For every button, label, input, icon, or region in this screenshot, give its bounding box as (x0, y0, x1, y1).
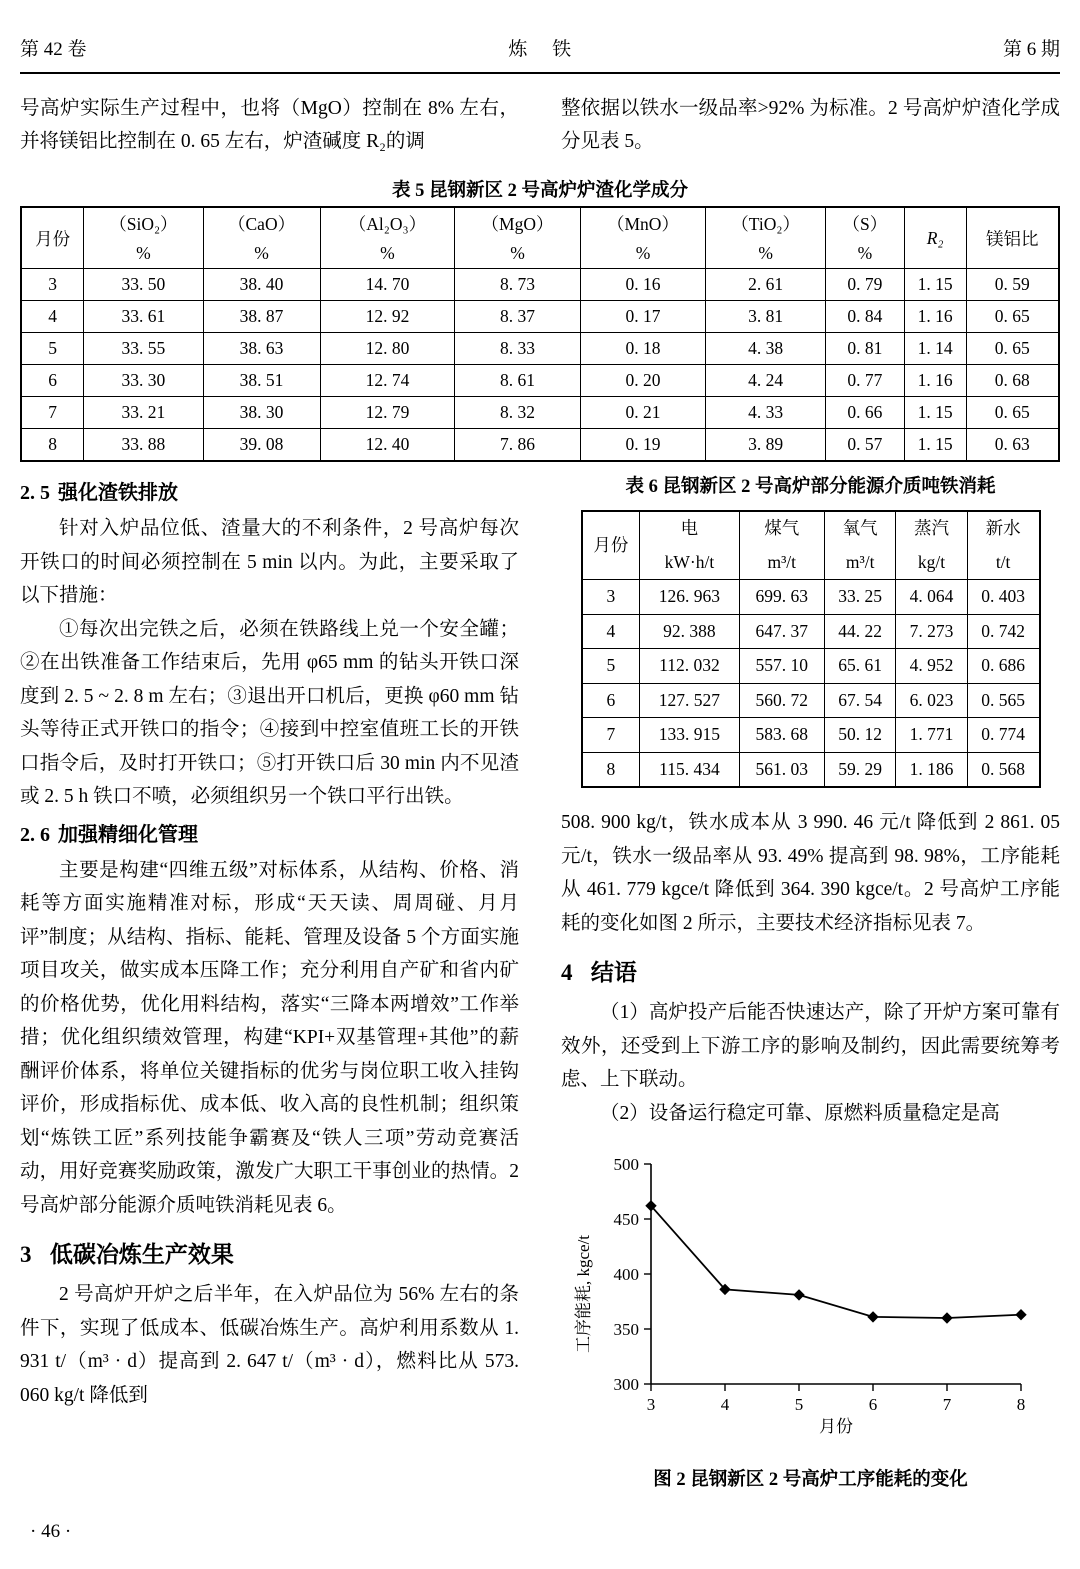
table6-unit-oxygen: m³/t (824, 546, 895, 580)
cell: 112. 032 (640, 649, 739, 684)
y-tick-label: 300 (613, 1375, 639, 1394)
cell: 7. 86 (455, 429, 580, 462)
series-marker (1016, 1310, 1026, 1320)
cell: 38. 63 (203, 333, 320, 365)
table5-col-month: 月份 (21, 207, 84, 269)
table5-col-al2o3: （Al₂O₃） (320, 207, 455, 238)
cell: 67. 54 (824, 683, 895, 718)
series-line (651, 1206, 1021, 1318)
cell: 0. 65 (966, 397, 1059, 429)
cell: 1. 14 (904, 333, 966, 365)
cell: 7 (21, 397, 84, 429)
table5-unit-tio2: % (706, 238, 826, 269)
section-2-5-heading (20, 478, 519, 508)
figure2 (561, 1144, 1060, 1497)
table6-col-steam: 蒸汽 (896, 511, 967, 546)
section-2-5-paragraph-2: ①每次出完铁之后，必须在铁路线上兑一个安全罐；②在出铁准备工作结束后，先用 φ65 mm 的钻头开铁口深度到 2. 5 ~ 2. 8 m 左右；③退出开口机后，更换 φ60 mm 钻头等待正式开铁口的指令；④接到中控室值班工长的开铁口指令后，及时打开铁口；⑤打开铁口后 30 min 内不见渣或 2. 5 h 铁口不喷，必须组织另一个铁口平行出铁。 (20, 618, 519, 807)
cell: 4. 064 (896, 580, 967, 615)
cell: 3. 89 (706, 429, 826, 462)
table5 (20, 206, 1060, 462)
table-row (582, 718, 1040, 753)
header-journal-title: 炼 铁 (508, 38, 582, 60)
cell: 0. 59 (966, 269, 1059, 301)
cell: 39. 08 (203, 429, 320, 462)
cell: 126. 963 (640, 580, 739, 615)
x-tick-label: 8 (1016, 1395, 1026, 1414)
right-paragraph-1: 508. 900 kg/t，铁水成本从 3 990. 46 元/t 降低到 2 861. 05 元/t，铁水一级品率从 93. 49% 提高到 98. 98%，工序能耗从 461. 779 kgce/t 降低到 364. 390 kgce/t。2 号高炉工序能耗的变化如图 2 所示，主要技术经济指标见表 7。 (561, 812, 1060, 934)
table6-head (582, 511, 1040, 580)
page-header (20, 30, 1060, 64)
table6-col-month: 月份 (582, 511, 640, 580)
cell: 33. 30 (84, 365, 203, 397)
cell: 8. 73 (455, 269, 580, 301)
cell: 33. 50 (84, 269, 203, 301)
table5-unit-mno: % (580, 238, 705, 269)
figure2-chart (561, 1144, 1060, 1444)
section-3-heading (20, 1238, 519, 1272)
section-2-5-paragraph-1: 针对入炉品位低、渣量大的不利条件，2 号高炉每次开铁口的时间必须控制在 5 min 以内。为此，主要采取了以下措施： (20, 518, 519, 606)
table-row (582, 649, 1040, 684)
table5-unit-al2o3: % (320, 238, 455, 269)
cell: 0. 565 (967, 683, 1039, 718)
cell: 0. 65 (966, 301, 1059, 333)
cell: 0. 66 (826, 397, 905, 429)
table-row (21, 333, 1059, 365)
cell: 560. 72 (739, 683, 824, 718)
table6-header-row-2 (582, 546, 1040, 580)
cell: 1. 16 (904, 301, 966, 333)
cell: 8. 37 (455, 301, 580, 333)
header-volume: 第 42 卷 (20, 38, 87, 60)
section-3-title: 低碳冶炼生产效果 (49, 1242, 234, 1267)
cell: 7. 273 (896, 614, 967, 649)
cell: 8. 33 (455, 333, 580, 365)
section-4-title: 结语 (590, 960, 637, 985)
cell: 557. 10 (739, 649, 824, 684)
table5-caption: 表 5 昆钢新区 2 号高炉炉渣化学成分 (391, 181, 688, 201)
section-4-number: 4 (561, 960, 573, 985)
cell: 3 (21, 269, 84, 301)
table-row (21, 397, 1059, 429)
table6-body (582, 580, 1040, 788)
cell: 44. 22 (824, 614, 895, 649)
table5-col-r2: R₂ (904, 207, 966, 269)
cell: 3. 81 (706, 301, 826, 333)
cell: 0. 17 (580, 301, 705, 333)
cell: 0. 84 (826, 301, 905, 333)
cell: 0. 742 (967, 614, 1039, 649)
table5-body (21, 269, 1059, 462)
cell: 0. 18 (580, 333, 705, 365)
cell: 38. 30 (203, 397, 320, 429)
cell: 38. 40 (203, 269, 320, 301)
table6-col-freshwater: 新水 (967, 511, 1039, 546)
table6-header-row-1 (582, 511, 1040, 546)
section-2-6-title: 加强精细化管理 (58, 823, 198, 846)
table5-header-row-2 (21, 238, 1059, 269)
table6-col-gas: 煤气 (739, 511, 824, 546)
header-divider (20, 72, 1060, 74)
table6-col-electricity: 电 (640, 511, 739, 546)
cell: 38. 51 (203, 365, 320, 397)
cell: 4. 33 (706, 397, 826, 429)
cell: 3 (582, 580, 640, 615)
header-issue: 第 6 期 (1002, 38, 1060, 60)
y-tick-label: 450 (613, 1210, 639, 1229)
page-number: · 46 · (30, 1521, 72, 1542)
cell: 561. 03 (739, 752, 824, 787)
x-tick-label: 7 (942, 1395, 952, 1414)
x-tick-label: 6 (868, 1395, 878, 1414)
cell: 7 (582, 718, 640, 753)
cell: 4 (582, 614, 640, 649)
cell: 92. 388 (640, 614, 739, 649)
cell: 8 (582, 752, 640, 787)
section-2-6-heading (20, 820, 519, 850)
table6-col-oxygen: 氧气 (824, 511, 895, 546)
series-marker (794, 1290, 804, 1300)
section-4-paragraph-1: （1）高炉投产后能否快速达产，除了开炉方案可靠有效外，还受到上下游工序的影响及制约，因此需要统筹考虑、上下联动。 (561, 1002, 1060, 1090)
table-row (582, 752, 1040, 787)
cell: 65. 61 (824, 649, 895, 684)
cell: 1. 15 (904, 397, 966, 429)
cell: 6 (21, 365, 84, 397)
cell: 38. 87 (203, 301, 320, 333)
cell: 0. 65 (966, 333, 1059, 365)
series-marker (868, 1312, 878, 1322)
cell: 33. 55 (84, 333, 203, 365)
cell: 699. 63 (739, 580, 824, 615)
cell: 14. 70 (320, 269, 455, 301)
cell: 5 (21, 333, 84, 365)
cell: 4 (21, 301, 84, 333)
section-4-heading (561, 956, 1060, 990)
cell: 1. 771 (896, 718, 967, 753)
cell: 12. 40 (320, 429, 455, 462)
y-tick-label: 400 (613, 1265, 639, 1284)
cell: 0. 81 (826, 333, 905, 365)
x-tick-label: 3 (646, 1395, 656, 1414)
table5-col-sio2: （SiO₂） (84, 207, 203, 238)
section-2-5-number: 2. 5 (20, 482, 50, 504)
cell: 0. 686 (967, 649, 1039, 684)
cell: 0. 57 (826, 429, 905, 462)
cell: 8 (21, 429, 84, 462)
top-left-paragraph (20, 92, 519, 158)
cell: 0. 20 (580, 365, 705, 397)
figure2-ylabel: 工序能耗, kgce/t (574, 1234, 593, 1354)
cell: 1. 16 (904, 365, 966, 397)
cell: 33. 88 (84, 429, 203, 462)
cell: 5 (582, 649, 640, 684)
table5-unit-cao: % (203, 238, 320, 269)
series-marker (942, 1313, 952, 1323)
table-row (582, 580, 1040, 615)
table5-wrapper (20, 206, 1060, 462)
cell: 0. 774 (967, 718, 1039, 753)
left-column (20, 472, 519, 1412)
table5-header-row-1 (21, 207, 1059, 238)
top-right-paragraph (561, 92, 1060, 158)
cell: 59. 29 (824, 752, 895, 787)
cell: 12. 74 (320, 365, 455, 397)
cell: 0. 568 (967, 752, 1039, 787)
cell: 1. 15 (904, 429, 966, 462)
table6-unit-freshwater: t/t (967, 546, 1039, 580)
section-4-paragraph-2: （2）设备运行稳定可靠、原燃料质量稳定是高 (600, 1102, 1000, 1124)
cell: 2. 61 (706, 269, 826, 301)
cell: 4. 24 (706, 365, 826, 397)
table5-col-mg-al-ratio: 镁铝比 (966, 207, 1059, 269)
cell: 12. 80 (320, 333, 455, 365)
cell: 0. 21 (580, 397, 705, 429)
cell: 8. 61 (455, 365, 580, 397)
cell: 6. 023 (896, 683, 967, 718)
cell: 1. 186 (896, 752, 967, 787)
right-column (561, 472, 1060, 1497)
table-row (21, 269, 1059, 301)
cell: 0. 77 (826, 365, 905, 397)
top-columns (20, 92, 1060, 158)
table-row (21, 365, 1059, 397)
table5-col-cao: （CaO） (203, 207, 320, 238)
section-2-5-title: 强化渣铁排放 (58, 482, 178, 504)
cell: 0. 403 (967, 580, 1039, 615)
cell: 115. 434 (640, 752, 739, 787)
table6-wrapper (561, 510, 1060, 788)
figure2-caption: 图 2 昆钢新区 2 号高炉工序能耗的变化 (653, 1469, 968, 1490)
table6 (581, 510, 1041, 788)
cell: 1. 15 (904, 269, 966, 301)
cell: 4. 952 (896, 649, 967, 684)
y-tick-label: 350 (613, 1320, 639, 1339)
table-row (582, 614, 1040, 649)
table5-unit-s: % (826, 238, 905, 269)
cell: 8. 32 (455, 397, 580, 429)
table5-col-s: （S） (826, 207, 905, 238)
x-tick-label: 5 (794, 1395, 804, 1414)
table5-col-tio2: （TiO₂） (706, 207, 826, 238)
cell: 133. 915 (640, 718, 739, 753)
table6-unit-steam: kg/t (896, 546, 967, 580)
cell: 0. 19 (580, 429, 705, 462)
table5-col-mno: （MnO） (580, 207, 705, 238)
section-3-number: 3 (20, 1242, 32, 1267)
table6-unit-gas: m³/t (739, 546, 824, 580)
cell: 0. 79 (826, 269, 905, 301)
cell: 0. 68 (966, 365, 1059, 397)
table5-unit-sio2: % (84, 238, 203, 269)
table5-col-mgo: （MgO） (455, 207, 580, 238)
cell: 33. 25 (824, 580, 895, 615)
cell: 12. 79 (320, 397, 455, 429)
y-tick-label: 500 (613, 1155, 639, 1174)
table6-caption: 表 6 昆钢新区 2 号高炉部分能源介质吨铁消耗 (625, 477, 996, 497)
cell: 50. 12 (824, 718, 895, 753)
x-tick-label: 4 (720, 1395, 730, 1414)
cell: 127. 527 (640, 683, 739, 718)
top-left-text: 号高炉实际生产过程中，也将（MgO）控制在 8% 左右，并将镁铝比控制在 0. 65 左右，炉渣碱度 R₂的调 (20, 98, 519, 152)
table5-unit-mgo: % (455, 238, 580, 269)
section-2-6-paragraph-1: 主要是构建“四维五级”对标体系，从结构、价格、消耗等方面实施精准对标，形成“天天读、周周碰、月月评”制度；从结构、指标、能耗、管理及设备 5 个方面实施项目攻关，做实成本压降工作；充分利用自产矿和省内矿的价格优势，优化用料结构，落实“三降本两增效”工作举措；优化组织绩效管理，构建“KPI+双基管理+其他”的薪酬评价体系，将单位关键指标的优劣与岗位职工收入挂钩评价，形成指标优、成本低、收入高的良性机制；组织策划“炼铁工匠”系列技能争霸赛及“铁人三项”劳动竞赛活动，用好竞赛奖励政策，激发广大职工干事创业的热情。2 号高炉部分能源介质吨铁消耗见表 6。 (20, 859, 519, 1216)
section-3-paragraph-1: 2 号高炉开炉之后半年，在入炉品位为 56% 左右的条件下，实现了低成本、低碳冶炼生产。高炉利用系数从 1. 931 t/（m³ · d）提高到 2. 647 t/（m³ · d），燃料比从 573. 060 kg/t 降低到 (20, 1284, 519, 1406)
figure2-xlabel: 月份 (819, 1417, 853, 1436)
cell: 0. 63 (966, 429, 1059, 462)
table6-unit-electricity: kW·h/t (640, 546, 739, 580)
cell: 33. 61 (84, 301, 203, 333)
top-right-text: 整依据以铁水一级品率>92% 为标准。2 号高炉炉渣化学成分见表 5。 (561, 98, 1060, 152)
table-row (21, 429, 1059, 462)
table-row (21, 301, 1059, 333)
cell: 583. 68 (739, 718, 824, 753)
cell: 647. 37 (739, 614, 824, 649)
table-row (582, 683, 1040, 718)
cell: 12. 92 (320, 301, 455, 333)
cell: 4. 38 (706, 333, 826, 365)
cell: 33. 21 (84, 397, 203, 429)
cell: 0. 16 (580, 269, 705, 301)
section-2-6-number: 2. 6 (20, 823, 50, 846)
table5-head (21, 207, 1059, 269)
cell: 6 (582, 683, 640, 718)
